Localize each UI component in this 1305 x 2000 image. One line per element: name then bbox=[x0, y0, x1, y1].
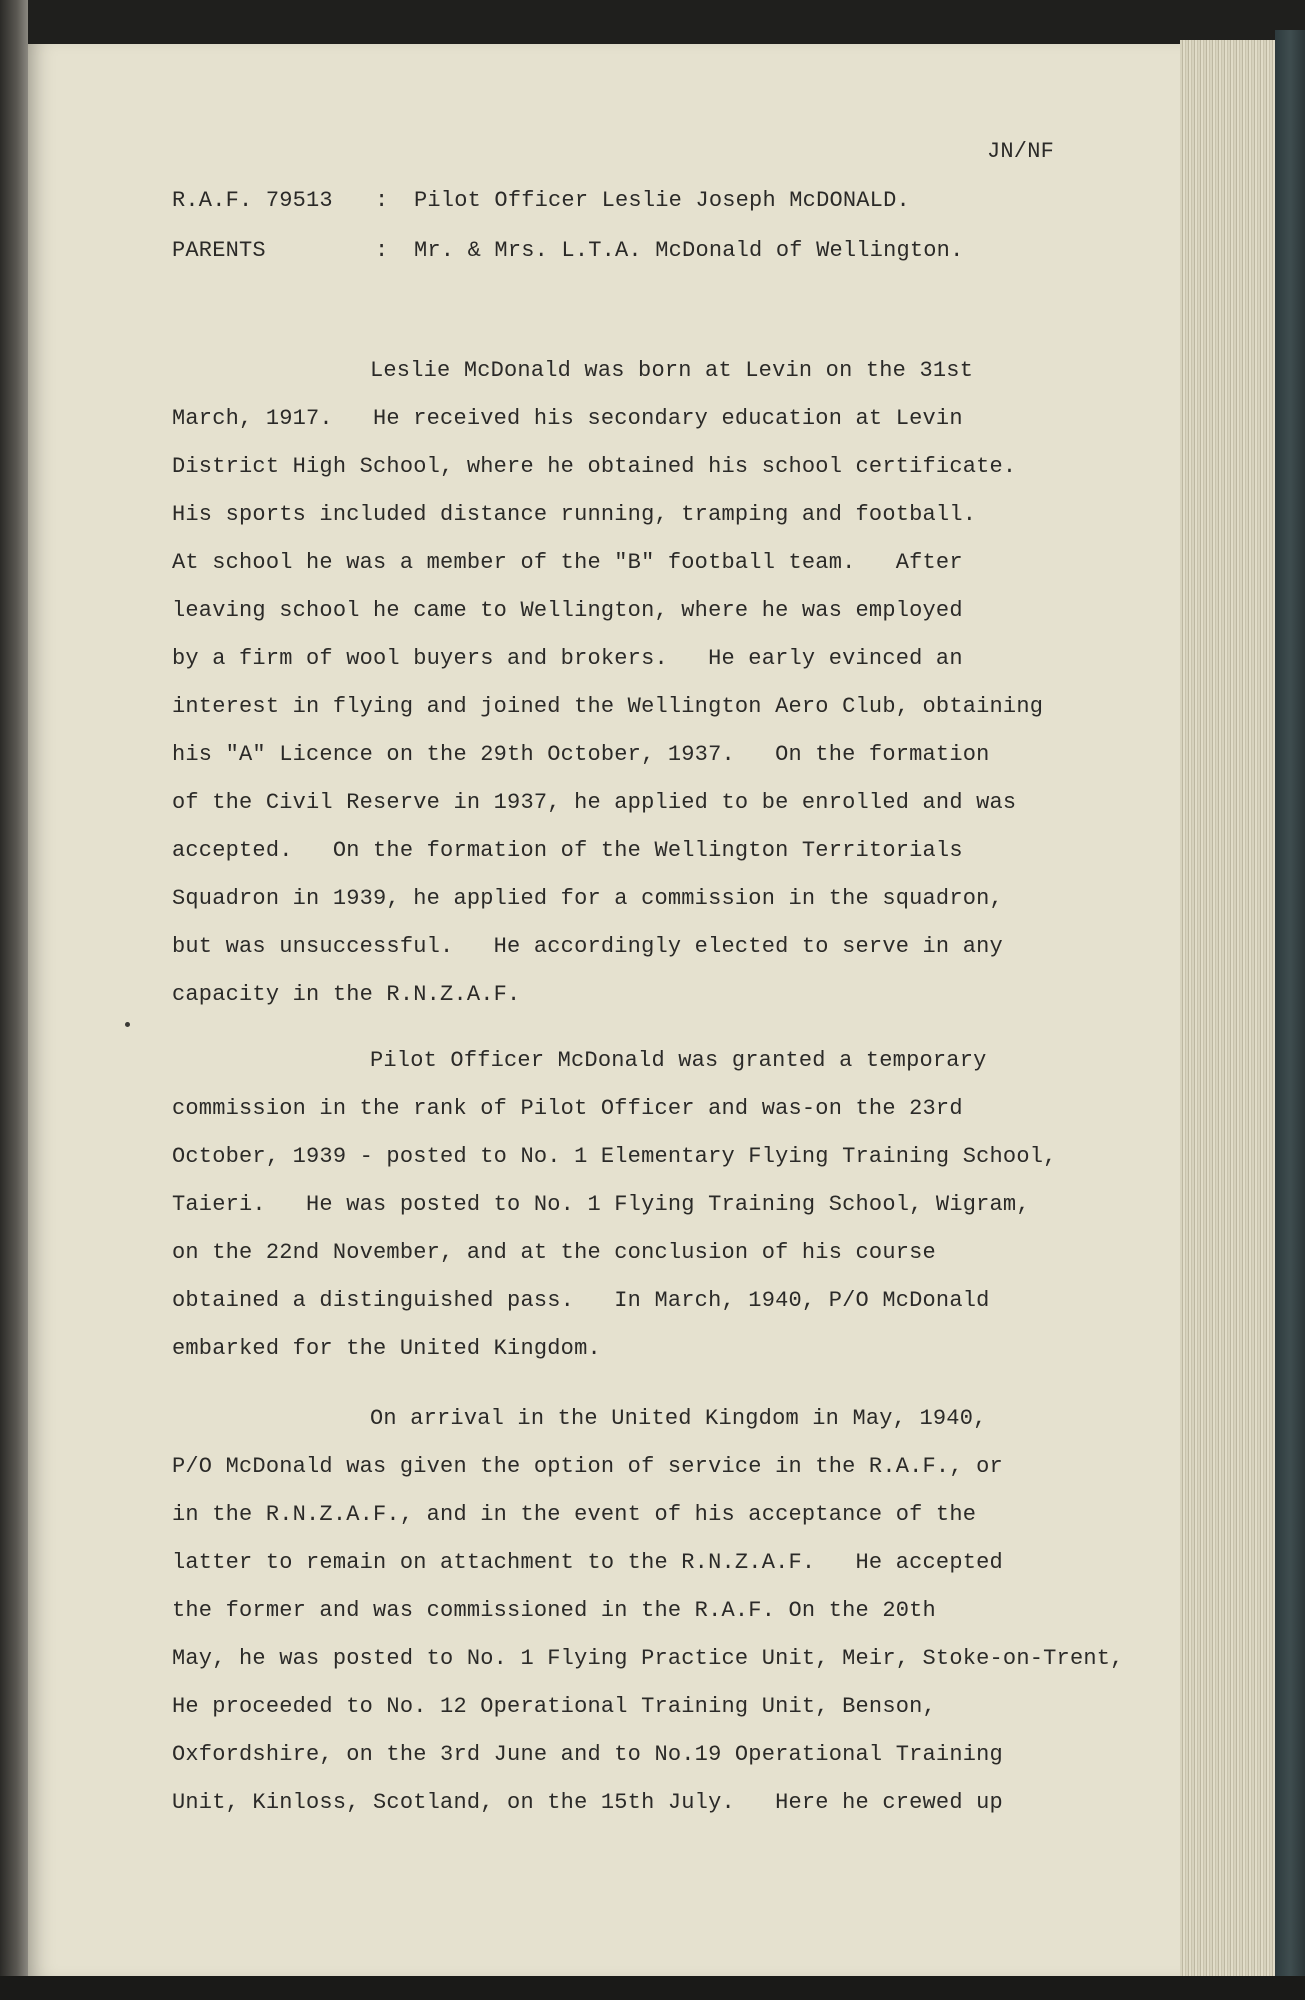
paragraph-line: embarked for the United Kingdom. bbox=[172, 1336, 601, 1361]
paragraph-line: District High School, where he obtained his school certificate. bbox=[172, 454, 1017, 479]
paragraph-line: capacity in the R.N.Z.A.F. bbox=[172, 982, 521, 1007]
paragraph-line: Squadron in 1939, he applied for a commission in the squadron, bbox=[172, 886, 1003, 911]
paragraph-line: October, 1939 - posted to No. 1 Elementary Flying Training School, bbox=[172, 1144, 1057, 1169]
facing-page-edge bbox=[0, 0, 28, 2000]
paragraph-line: Unit, Kinloss, Scotland, on the 15th July. Here he crewed up bbox=[172, 1790, 1003, 1815]
paragraph-line: Leslie McDonald was born at Levin on the 31st bbox=[370, 358, 974, 383]
paragraph-line: his "A" Licence on the 29th October, 1937. On the formation bbox=[172, 742, 990, 767]
paragraph-line: Taieri. He was posted to No. 1 Flying Training School, Wigram, bbox=[172, 1192, 1030, 1217]
paragraph-line: on the 22nd November, and at the conclusion of his course bbox=[172, 1240, 936, 1265]
paragraph-line: obtained a distinguished pass. In March, 1940, P/O McDonald bbox=[172, 1288, 990, 1313]
paragraph-line: At school he was a member of the "B" football team. After bbox=[172, 550, 963, 575]
paragraph-line: accepted. On the formation of the Wellington Territorials bbox=[172, 838, 963, 863]
paragraph-line: leaving school he came to Wellington, where he was employed bbox=[172, 598, 963, 623]
reference-code: JN/NF bbox=[987, 139, 1055, 164]
document-page bbox=[28, 44, 1188, 1976]
officer-name: Pilot Officer Leslie Joseph McDONALD. bbox=[414, 188, 910, 213]
paragraph-line: commission in the rank of Pilot Officer and was-on the 23rd bbox=[172, 1096, 963, 1121]
paragraph-line: March, 1917. He received his secondary education at Levin bbox=[172, 406, 963, 431]
paragraph-line: of the Civil Reserve in 1937, he applied to be enrolled and was bbox=[172, 790, 1017, 815]
paragraph-line: Pilot Officer McDonald was granted a temporary bbox=[370, 1048, 987, 1073]
parents-value: Mr. & Mrs. L.T.A. McDonald of Wellington. bbox=[414, 238, 964, 263]
margin-mark bbox=[125, 1022, 130, 1027]
service-number-label: R.A.F. 79513 bbox=[172, 188, 333, 213]
paragraph-line: On arrival in the United Kingdom in May, 1940, bbox=[370, 1406, 987, 1431]
paragraph-line: latter to remain on attachment to the R.N.Z.A.F. He accepted bbox=[172, 1550, 1003, 1575]
parents-label: PARENTS bbox=[172, 238, 266, 263]
paragraph-line: He proceeded to No. 12 Operational Training Unit, Benson, bbox=[172, 1694, 936, 1719]
paragraph-line: the former and was commissioned in the R.A.F. On the 20th bbox=[172, 1598, 936, 1623]
book-binding bbox=[1275, 30, 1305, 2000]
paragraph-line: P/O McDonald was given the option of service in the R.A.F., or bbox=[172, 1454, 1003, 1479]
paragraph-line: but was unsuccessful. He accordingly elected to serve in any bbox=[172, 934, 1003, 959]
paragraph-line: in the R.N.Z.A.F., and in the event of his acceptance of the bbox=[172, 1502, 977, 1527]
paragraph-line: interest in flying and joined the Wellington Aero Club, obtaining bbox=[172, 694, 1044, 719]
paragraph-line: His sports included distance running, tramping and football. bbox=[172, 502, 977, 527]
paragraph-line: May, he was posted to No. 1 Flying Practice Unit, Meir, Stoke-on-Trent, bbox=[172, 1646, 1124, 1671]
paragraph-line: Oxfordshire, on the 3rd June and to No.19 Operational Training bbox=[172, 1742, 1003, 1767]
paragraph-line: by a firm of wool buyers and brokers. He early evinced an bbox=[172, 646, 963, 671]
page-stack-edge bbox=[1180, 40, 1275, 1985]
header-separator: : bbox=[375, 188, 389, 213]
scan-background bbox=[0, 1976, 1305, 2000]
header-separator: : bbox=[375, 238, 389, 263]
